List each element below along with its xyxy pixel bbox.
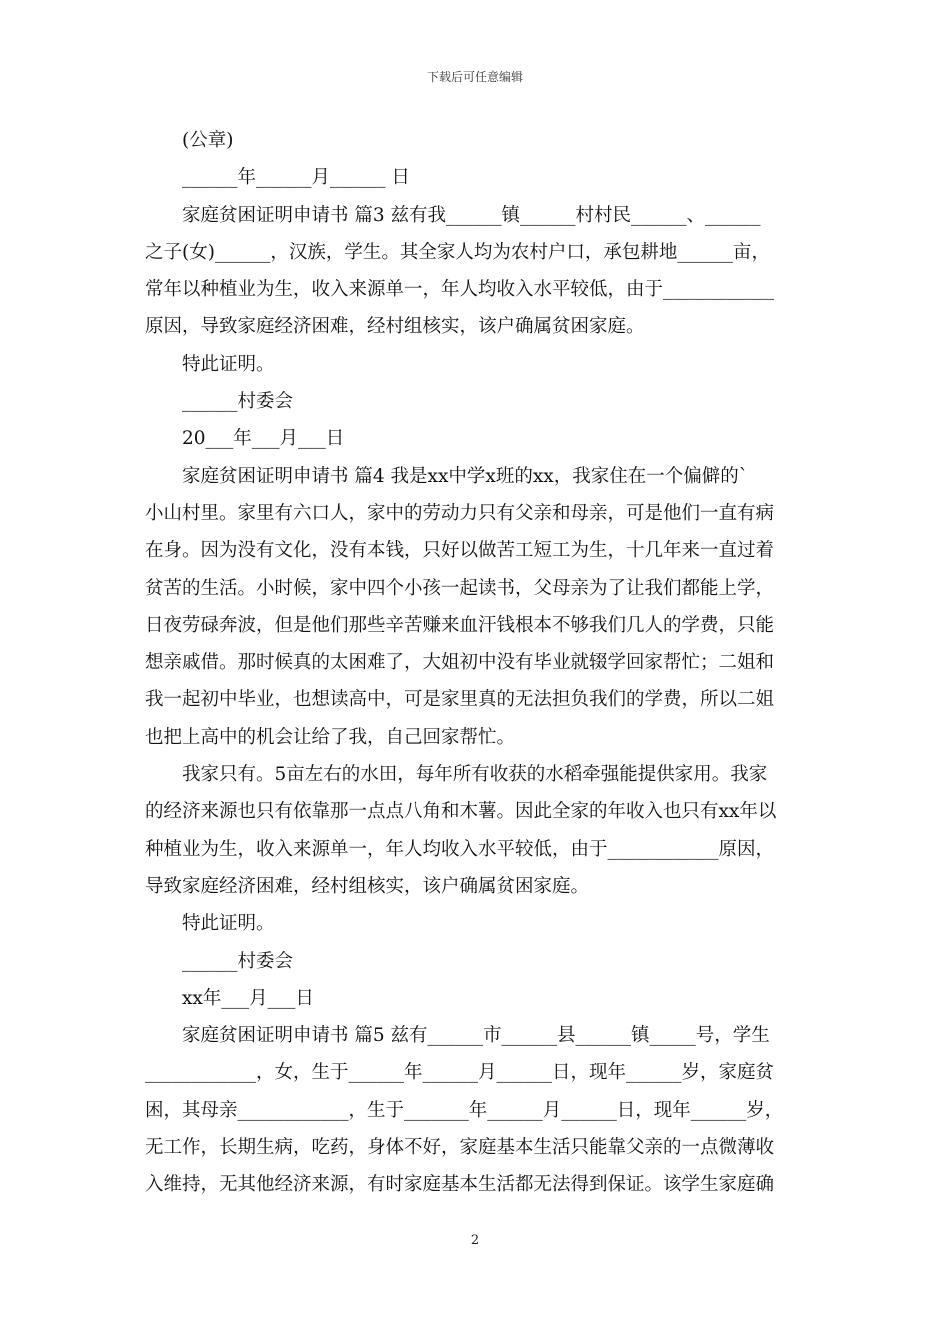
text-line: 家庭贫困证明申请书 篇5 兹有______市______县______镇_____号，学生 xyxy=(145,1025,770,1047)
text-line: 特此证明。 xyxy=(145,353,275,375)
text-line: ____________，女，生于______年______月______日，现年______岁，家庭贫 xyxy=(145,1062,775,1084)
text-line: 原因，导致家庭经济困难，经村组核实，该户确属贫困家庭。 xyxy=(145,316,645,338)
text-line: ______村委会 xyxy=(145,950,294,972)
text-line: 贫苦的生活。小时候，家中四个小孩一起读书，父母亲为了让我们都能上学， xyxy=(145,577,775,599)
text-line: xx年___月___日 xyxy=(145,987,314,1009)
text-line: 小山村里。家里有六口人，家中的劳动力只有父亲和母亲，可是他们一直有病 xyxy=(145,502,775,524)
text-line: 无工作，长期生病，吃药，身体不好，家庭基本生活只能靠父亲的一点微薄收 xyxy=(145,1137,775,1159)
text-line: 想亲戚借。那时候真的太困难了，大姐初中没有毕业就辍学回家帮忙；二姐和 xyxy=(145,652,775,674)
text-line: 的经济来源也只有依靠那一点点八角和木薯。因此全家的年收入也只有xx年以 xyxy=(145,801,777,823)
text-line: 我一起初中毕业，也想读高中，可是家里真的无法担负我们的学费，所以二姐 xyxy=(145,689,775,711)
text-line: 特此证明。 xyxy=(145,913,275,935)
text-line: 也把上高中的机会让给了我，自己回家帮忙。 xyxy=(145,726,516,748)
text-line: 之子(女)______，汉族，学生。其全家人均为农村户口，承包耕地______亩， xyxy=(145,241,770,263)
text-line: 种植业为生，收入来源单一，年人均收入水平较低，由于____________原因， xyxy=(145,838,775,860)
text-line: 在身。因为没有文化，没有本钱，只好以做苦工短工为生，十几年来一直过着 xyxy=(145,540,775,562)
text-line: 导致家庭经济困难，经村组核实，该户确属贫困家庭。 xyxy=(145,875,590,897)
text-line: 20___年___月___日 xyxy=(145,428,345,450)
document-body xyxy=(145,122,805,1204)
text-line: (公章) xyxy=(145,130,234,151)
text-line: 常年以种植业为生，收入来源单一，年人均收入水平较低，由于____________ xyxy=(145,279,775,301)
text-line: 困，其母亲____________，生于_______年______月______日，现年______岁， xyxy=(145,1099,784,1121)
text-line: 日夜劳碌奔波，但是他们那些辛苦赚来血汗钱根本不够我们几人的学费，只能 xyxy=(145,614,775,636)
page-header: 下载后可任意编辑 xyxy=(426,70,523,84)
text-line: 家庭贫困证明申请书 篇3 兹有我______镇______村村民______、______ xyxy=(145,204,761,226)
text-line: 入维持，无其他经济来源，有时家庭基本生活都无法得到保证。该学生家庭确 xyxy=(145,1174,775,1196)
text-line: ______年______月______ 日 xyxy=(145,167,410,189)
page-number: 2 xyxy=(470,1233,480,1248)
text-line: 家庭贫困证明申请书 篇4 我是xx中学x班的xx，我家住在一个偏僻的` xyxy=(145,465,748,487)
text-line: ______村委会 xyxy=(145,391,294,413)
text-line: 我家只有。5亩左右的水田，每年所有收获的水稻牵强能提供家用。我家 xyxy=(145,764,768,786)
